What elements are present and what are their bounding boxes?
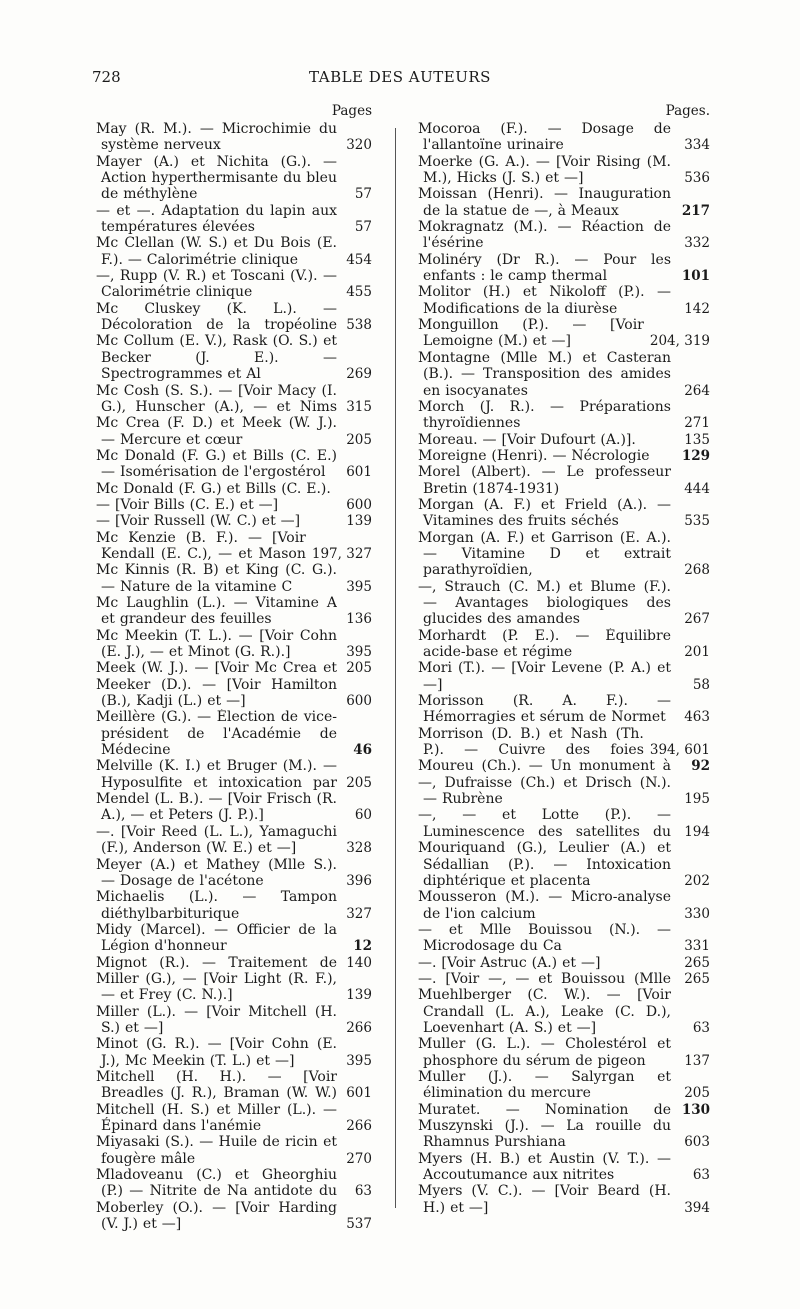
entry-text: Mc Meekin (T. L.). — [Voir Cohn (E. J.), — et Minot (G. R.).] <box>96 627 337 661</box>
index-entry <box>418 186 710 219</box>
index-entry <box>418 1151 710 1184</box>
entry-text: Moberley (O.). — [Voir Harding (V. J.) et —] <box>96 1199 337 1233</box>
index-entry <box>418 1118 710 1151</box>
entry-text: —, — et Lotte (P.). — Luminescence des satellites du <box>418 807 671 840</box>
entry-text: Meeker (D.). — [Voir Hamilton (B.), Kadji (L.) et —] <box>96 676 337 710</box>
page-number: 728 <box>92 68 121 86</box>
index-entry <box>96 955 372 971</box>
entry-text: Miller (G.), — [Voir Light (R. F.), — et Frey (C. N.).] <box>96 970 337 1004</box>
entry-page: 58 <box>692 676 710 693</box>
index-entry <box>96 1167 372 1200</box>
entry-page: 600 <box>346 496 372 513</box>
entry-page: 463 <box>684 709 710 726</box>
entry-page: 265 <box>684 954 710 971</box>
index-entry <box>418 219 710 252</box>
entry-page: 268 <box>684 562 710 579</box>
entry-page: 395 <box>346 1052 372 1069</box>
index-entry <box>96 268 372 301</box>
entry-text: Mc Crea (F. D.) et Meek (W. J.). — Mercure et cœur <box>96 415 337 448</box>
entry-page: 601 <box>346 464 372 481</box>
index-entry <box>96 628 372 661</box>
entry-page: 63 <box>692 1167 710 1184</box>
entry-text: Mc Donald (F. G.) et Bills (C. E.). <box>96 480 331 497</box>
index-entry <box>418 840 710 889</box>
entry-text: Molinéry (Dr R.). — Pour les enfants : le camp thermal <box>418 251 671 285</box>
entry-text: Meyer (A.) et Mathey (Mlle S.). — Dosage de l'acétone <box>96 856 337 889</box>
entry-text: Mc Donald (F. G.) et Bills (C. E.) — Isomérisation de l'ergostérol <box>96 447 337 481</box>
entry-text: Meek (W. J.). — [Voir Mc Crea et <box>96 660 337 677</box>
entry-page: 266 <box>346 1019 372 1036</box>
index-entry <box>418 530 710 579</box>
index-entry <box>418 121 710 154</box>
entry-page: 536 <box>684 170 710 187</box>
entry-text: —. [Voir Reed (L. L.), Yamaguchi (F.), Anderson (W. E.) et —] <box>96 823 337 857</box>
entry-text: Minot (G. R.). — [Voir Cohn (E. J.), Mc Meekin (T. L.) et —] <box>96 1036 337 1069</box>
index-entry <box>418 497 710 530</box>
entry-text: Molitor (H.) et Nikoloff (P.). — Modifications de la diurèse <box>418 284 671 317</box>
index-entry <box>96 1069 372 1102</box>
entry-page: 12 <box>353 938 372 955</box>
index-entry <box>418 464 710 497</box>
entry-page: 194 <box>684 823 710 840</box>
entry-page: 271 <box>684 415 710 432</box>
entry-page: 267 <box>684 611 710 628</box>
index-entry <box>418 628 710 661</box>
entry-page: 136 <box>346 611 372 628</box>
entry-page: 92 <box>691 758 710 775</box>
entry-text: —, Rupp (V. R.) et Toscani (V.). — Calorimétrie clinique <box>96 268 337 301</box>
entry-text: Muller (G. L.). — Cholestérol et phosphore du sérum de pigeon <box>418 1036 671 1069</box>
index-entry <box>96 677 372 710</box>
index-entry <box>418 317 710 350</box>
entry-page: 331 <box>684 938 710 955</box>
entry-text: Mori (T.). — [Voir Levene (P. A.) et —] <box>418 660 671 693</box>
entry-page: 63 <box>354 1183 372 1200</box>
index-entry <box>96 415 372 448</box>
index-entry <box>96 383 372 416</box>
index-entry <box>96 121 372 154</box>
entry-page: 327 <box>346 905 372 922</box>
entry-text: Mitchell (H. H.). — [Voir Breadles (J. R.), Braman (W. W.) <box>96 1068 337 1102</box>
index-entry <box>96 660 372 676</box>
index-entry <box>418 154 710 187</box>
entry-text: — et —. Adaptation du lapin aux températures élevées <box>96 202 337 236</box>
entry-page: 205 <box>346 660 372 677</box>
entry-text: Mc Cluskey (K. L.). — Décoloration de la tropéoline <box>96 300 337 334</box>
entry-page: 601 <box>346 1085 372 1102</box>
entry-page: 202 <box>684 872 710 889</box>
entry-text: —, Strauch (C. M.) et Blume (F.). — Avantages biologiques des glucides des amandes <box>418 578 671 628</box>
pages-column-label: Pages <box>331 103 372 119</box>
entry-page: 394, 601 <box>649 742 710 759</box>
entry-page: 195 <box>684 791 710 808</box>
pages-column-label: Pages. <box>665 103 710 119</box>
entry-page: 129 <box>681 447 710 464</box>
entry-page: 269 <box>346 366 372 383</box>
index-entry <box>96 758 372 791</box>
index-entry <box>96 889 372 922</box>
index-entry <box>418 284 710 317</box>
entry-page: 137 <box>684 1052 710 1069</box>
entry-page: 600 <box>346 693 372 710</box>
entry-page: 444 <box>684 480 710 497</box>
index-entry <box>96 513 372 529</box>
entry-page: 395 <box>346 578 372 595</box>
entry-text: Mc Laughlin (L.). — Vitamine A et grandeur des feuilles <box>96 595 337 628</box>
index-entry <box>96 857 372 890</box>
entry-text: Morgan (A. F.) et Frield (A.). — Vitamines des fruits séchés <box>418 496 671 530</box>
entry-page: 270 <box>346 1150 372 1167</box>
index-entry <box>418 807 710 840</box>
entry-page: 204, 319 <box>649 333 710 350</box>
entry-page: 315 <box>346 398 372 415</box>
entry-text: Mocoroa (F.). — Dosage de l'allantoïne urinaire <box>418 121 671 154</box>
entry-page: 538 <box>346 317 372 334</box>
entry-text: —, Dufraisse (Ch.) et Drisch (N.). — Rubrène <box>418 774 671 808</box>
entry-page: 101 <box>681 268 710 285</box>
entry-text: Moreau. — [Voir Dufourt (A.)]. <box>418 431 636 448</box>
index-entry <box>96 1036 372 1069</box>
entry-text: Montagne (Mlle M.) et Casteran (B.). — Transposition des amides en isocyanates <box>418 349 671 399</box>
entry-text: Mc Cosh (S. S.). — [Voir Macy (I. G.), Hunscher (A.), — et Nims <box>96 382 337 415</box>
entry-text: — et Mlle Bouissou (N.). — Microdosage du Ca <box>418 921 671 955</box>
index-entry <box>418 1069 710 1102</box>
index-entry <box>418 1036 710 1069</box>
index-entry <box>418 579 710 628</box>
entry-text: —. [Voir —, — et Bouissou (Mlle <box>418 970 671 987</box>
index-entry <box>418 971 710 987</box>
entry-text: Miyasaki (S.). — Huile de ricin et fougère mâle <box>96 1134 337 1167</box>
index-entry <box>96 595 372 628</box>
index-entry <box>418 1183 710 1216</box>
entry-text: Morgan (A. F.) et Garrison (E. A.). — Vitamine D et extrait parathyroïdien, <box>418 529 671 579</box>
entry-page: 320 <box>346 137 372 154</box>
entry-page: 455 <box>346 284 372 301</box>
index-entry <box>96 1200 372 1233</box>
entry-text: Moreigne (Henri). — Nécrologie <box>418 447 650 464</box>
entry-text: Morch (J. R.). — Préparations thyroïdiennes <box>418 398 671 432</box>
entry-page: 217 <box>681 202 710 219</box>
index-entry <box>418 350 710 399</box>
entry-text: Mayer (A.) et Nichita (G.). — Action hyperthermisante du bleu de méthylène <box>96 153 337 203</box>
entry-text: Muehlberger (C. W.). — [Voir Crandall (L. A.), Leake (C. D.), Loevenhart (A. S.) et —] <box>418 987 671 1036</box>
entry-text: May (R. M.). — Microchimie du système nerveux <box>96 121 337 154</box>
entry-text: Mendel (L. B.). — [Voir Frisch (R. A.), — et Peters (J. P.).] <box>96 791 337 824</box>
entry-page: 60 <box>354 807 372 824</box>
entry-page: 603 <box>684 1134 710 1151</box>
entry-text: Moissan (Henri). — Inauguration de la statue de —, à Meaux <box>418 186 671 219</box>
entry-page: 205 <box>684 1085 710 1102</box>
index-entry <box>418 955 710 971</box>
entry-page: 140 <box>346 954 372 971</box>
entry-page: 142 <box>684 300 710 317</box>
index-entry <box>418 252 710 285</box>
index-entry <box>96 530 372 563</box>
entry-text: Morisson (R. A. F.). — Hémorragies et sérum de Normet <box>418 693 671 726</box>
entry-text: Muratet. — Nomination de <box>418 1101 671 1118</box>
entry-text: Mouriquand (G.), Leulier (A.) et Sédallian (P.). — Intoxication diphtérique et placenta <box>418 840 671 889</box>
page-header <box>0 68 800 88</box>
entry-text: Myers (H. B.) et Austin (V. T.). — Accoutumance aux nitrites <box>418 1150 671 1184</box>
entry-text: Mc Kenzie (B. F.). — [Voir Kendall (E. C.), — et Mason <box>96 529 306 562</box>
index-entry <box>418 889 710 922</box>
entry-text: —. [Voir Astruc (A.) et —] <box>418 954 601 971</box>
page-title: TABLE DES AUTEURS <box>309 68 491 86</box>
entry-page: 334 <box>684 137 710 154</box>
right-column <box>418 102 710 1216</box>
entry-page: 330 <box>684 905 710 922</box>
index-entry <box>418 693 710 726</box>
entry-text: Mousseron (M.). — Micro-analyse de l'ion calcium <box>418 889 671 922</box>
entry-text: Mitchell (H. S.) et Miller (L.). — Épinard dans l'anémie <box>96 1101 337 1135</box>
index-entry <box>418 448 710 464</box>
entry-page: 328 <box>346 840 372 857</box>
index-entry <box>96 791 372 824</box>
index-entry <box>418 726 710 759</box>
entry-text: Mokragnatz (M.). — Réaction de l'ésérine <box>418 219 671 252</box>
entry-page: 394 <box>684 1199 710 1216</box>
entry-page: 454 <box>346 251 372 268</box>
index-entry <box>96 1004 372 1037</box>
index-entry <box>96 1134 372 1167</box>
index-entry <box>96 709 372 758</box>
index-entry <box>96 824 372 857</box>
entry-text: Midy (Marcel). — Officier de la Légion d'honneur <box>96 921 337 955</box>
index-entry <box>418 432 710 448</box>
entry-text: Mignot (R.). — Traitement de <box>96 954 337 971</box>
entry-page: 537 <box>346 1216 372 1233</box>
entry-text: — [Voir Bills (C. E.) et —] <box>96 496 279 513</box>
index-entry <box>96 922 372 955</box>
entry-text: Morrison (D. B.) et Nash (Th. P.). — Cuivre des foies <box>418 725 644 759</box>
entry-text: Mladoveanu (C.) et Gheorghiu (P.) — Nitrite de Na antidote du <box>96 1167 337 1200</box>
index-entry <box>96 203 372 236</box>
entry-page: 139 <box>346 513 372 530</box>
entry-text: Muller (J.). — Salyrgan et élimination du mercure <box>418 1069 671 1102</box>
entry-page: 201 <box>684 644 710 661</box>
column-divider <box>395 128 396 1208</box>
entry-page: 332 <box>684 235 710 252</box>
index-entry <box>418 660 710 693</box>
index-entry <box>418 399 710 432</box>
index-entry <box>96 481 372 497</box>
index-entry <box>96 1102 372 1135</box>
left-column <box>96 102 372 1232</box>
entry-text: Mc Kinnis (R. B) et King (C. G.). — Nature de la vitamine C <box>96 562 337 595</box>
entry-text: Meillère (G.). — Élection de vice-président de l'Académie de Médecine <box>96 709 337 759</box>
index-entry <box>418 922 710 955</box>
entry-text: Morhardt (P. E.). — Équilibre acide-base et régime <box>418 627 671 661</box>
index-entry <box>418 758 710 774</box>
index-entry <box>96 333 372 382</box>
entry-list <box>418 121 710 1216</box>
entry-page: 130 <box>681 1101 710 1118</box>
entry-page: 197, 327 <box>311 545 372 562</box>
index-entry <box>418 987 710 1036</box>
index-entry <box>96 448 372 481</box>
entry-page: 266 <box>346 1118 372 1135</box>
entry-text: Mc Collum (E. V.), Rask (O. S.) et Becker (J. E.). — Spectrogrammes et Al <box>96 333 337 383</box>
entry-page: 139 <box>346 987 372 1004</box>
entry-text: Monguillon (P.). — [Voir Lemoigne (M.) et —] <box>418 317 644 350</box>
entry-page: 535 <box>684 513 710 530</box>
entry-page: 205 <box>346 774 372 791</box>
entry-text: Morel (Albert). — Le professeur Bretin (1874-1931) <box>418 464 671 497</box>
entry-text: Myers (V. C.). — [Voir Beard (H. H.) et —] <box>418 1183 671 1216</box>
entry-text: Moerke (G. A.). — [Voir Rising (M. M.), Hicks (J. S.) et —] <box>418 153 671 187</box>
index-entry <box>96 562 372 595</box>
entry-text: Melville (K. I.) et Bruger (M.). — Hyposulfite et intoxication par <box>96 758 337 791</box>
entry-list <box>96 121 372 1232</box>
index-entry <box>96 301 372 334</box>
entry-page: 135 <box>684 431 710 448</box>
entry-page: 57 <box>354 186 372 203</box>
index-entry <box>96 235 372 268</box>
entry-page: 57 <box>354 219 372 236</box>
index-entry <box>418 1102 710 1118</box>
entry-text: Miller (L.). — [Voir Mitchell (H. S.) et —] <box>96 1003 337 1036</box>
index-entry <box>96 971 372 1004</box>
index-entry <box>96 154 372 203</box>
entry-page: 264 <box>684 382 710 399</box>
entry-text: Muszynski (J.). — La rouille du Rhamnus Purshiana <box>418 1118 671 1151</box>
entry-page: 396 <box>346 872 372 889</box>
entry-page: 395 <box>346 644 372 661</box>
index-entry <box>96 497 372 513</box>
entry-text: Michaelis (L.). — Tampon diéthylbarbiturique <box>96 889 337 922</box>
entry-text: Mc Clellan (W. S.) et Du Bois (E. F.). — Calorimétrie clinique <box>96 235 337 268</box>
entry-page: 63 <box>692 1019 710 1036</box>
entry-text: — [Voir Russell (W. C.) et —] <box>96 513 301 530</box>
entry-page: 265 <box>684 970 710 987</box>
entry-page: 205 <box>346 431 372 448</box>
entry-page: 46 <box>353 742 372 759</box>
index-entry <box>418 775 710 808</box>
entry-text: Moureu (Ch.). — Un monument à <box>418 758 671 775</box>
